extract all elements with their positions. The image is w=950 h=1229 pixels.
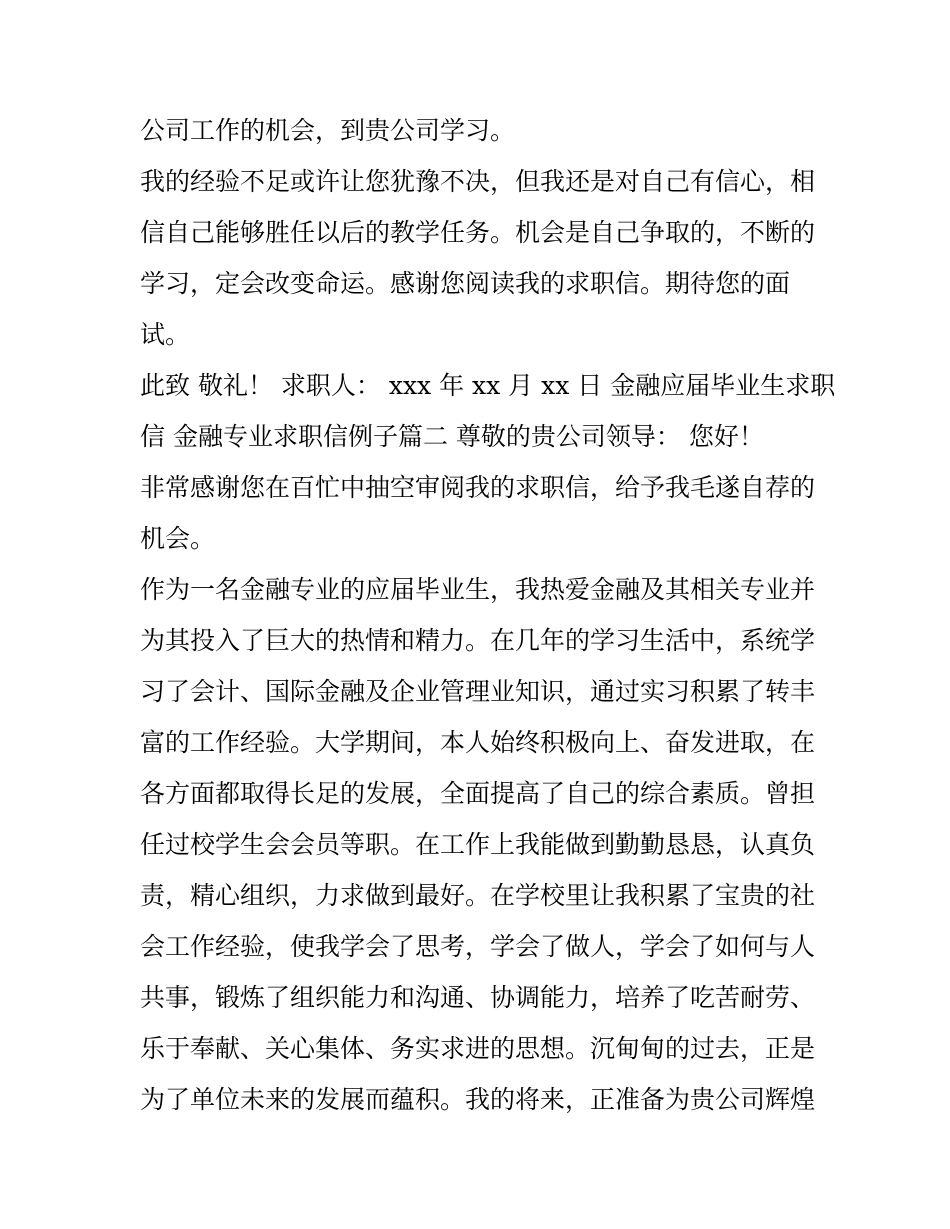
text-line: 作为一名金融专业的应届毕业生，我热爱金融及其相关专业并 [140,575,816,604]
text-line: 富的工作经验。大学期间，本人始终积极向上、奋发进取，在 [140,728,816,757]
text-line: 机会。 [140,524,216,553]
text-line: 信 金融专业求职信例子篇二 尊敬的贵公司领导： 您好！ [140,422,764,451]
text-line: 共事，锻炼了组织能力和沟通、协调能力，培养了吃苦耐劳、 [140,983,816,1012]
text-line: 非常感谢您在百忙中抽空审阅我的求职信，给予我毛遂自荐的 [140,473,816,502]
text-line: 会工作经验，使我学会了思考，学会了做人，学会了如何与人 [140,932,816,961]
text-line: 为其投入了巨大的热情和精力。在几年的学习生活中，系统学 [140,626,816,655]
text-line: 学习，定会改变命运。感谢您阅读我的求职信。期待您的面 [140,269,791,298]
text-line: 任过校学生会会员等职。在工作上我能做到勤勤恳恳，认真负 [140,830,816,859]
text-line: 公司工作的机会，到贵公司学习。 [140,116,516,145]
text-line: 试。 [140,320,191,349]
document-body [140,105,836,1125]
text-line: 责，精心组织，力求做到最好。在学校里让我积累了宝贵的社 [140,881,816,910]
text-line: 各方面都取得长足的发展，全面提高了自己的综合素质。曾担 [140,779,816,808]
text-line: 乐于奉献、关心集体、务实求进的思想。沉甸甸的过去，正是 [140,1034,816,1063]
text-line: 我的经验不足或许让您犹豫不决，但我还是对自己有信心，相 [140,167,816,196]
text-line: 信自己能够胜任以后的教学任务。机会是自己争取的，不断的 [140,218,816,247]
text-line: 为了单位未来的发展而蕴积。我的将来，正准备为贵公司辉煌 [140,1085,816,1114]
text-line: 习了会计、国际金融及企业管理业知识，通过实习积累了转丰 [140,677,816,706]
text-line: 此致 敬礼！ 求职人： xxx 年 xx 月 xx 日 金融应届毕业生求职 [140,371,836,400]
